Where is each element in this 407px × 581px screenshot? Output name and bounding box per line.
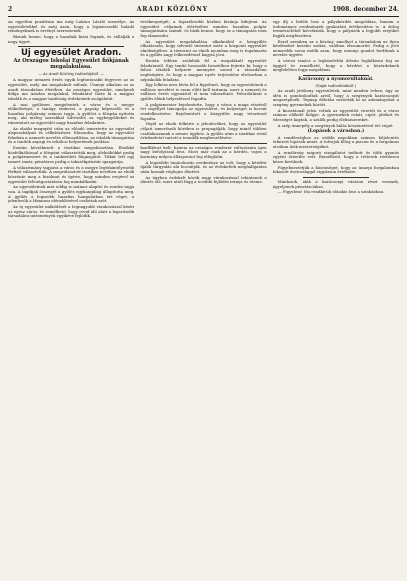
- paragraph: Figyelmeztetjük a közönséget, hogy az ünnepi forgalomban fokozott óvatossággal vigyázzon értékeire.: [272, 164, 399, 175]
- page-number: 2: [8, 6, 13, 13]
- paragraph: Egy lelkész arra hívta fel a figyelmet, hogy az egyesületnek a vallásos nevelést is szem előtt kell tartania, mert a nemzeti és vallásos érzés egymástól el nem választható. Felszólalását a gyűlés élénk helyesléssel fogadta.: [140, 82, 267, 102]
- column-3: [273, 20, 399, 565]
- paragraph: A polgármester bejelentette, hogy a város a maga részéről évi segéllyel támogatja az egyesületet, és helyiséget is bocsát rendelkezésére. Bejelentését a közgyűlés nagy tetszéssel fogadta.: [140, 101, 267, 121]
- paragraph: Az egyetlen pozitívum ma még Lukács László személye. Az egyesületekkel és még azon, hogy a legmesszebb haladó reményeknek is érvényt szerezzenek.: [8, 20, 135, 34]
- paragraph: — Figyelem! Ma rendkívüli előadás lesz a színházban.: [277, 189, 385, 195]
- article-byline: — Az Aradi Közlöny tudósítójától. —: [38, 71, 104, 76]
- paragraph: A legutóbbi tanácskozás eredménye az volt, hogy a kérdést újabb tárgyalás alá bocsátják, és az érdekeltek meghallgatása után hoznak végleges döntést.: [140, 159, 267, 174]
- paragraph: A szép ünnepély a szegények hálás köszönetével ért véget.: [277, 122, 394, 128]
- paragraph: Ezután következett a tisztikar megválasztása. Elnökké közfelkiáltással a főispánt választották meg, alelnökökké pedig a polgármestert és a tankerületi főigazgatót. Titkár lett egy ismert tanár, pénztáros pedig a takarékpénztár igazgatója.: [8, 145, 135, 164]
- paragraph: A mai gyűlésen megjelentek a város és a megye előkelőségei, a tanügy emberei, a papság képviselői és a hazafias polgárság számos tagja. A gyűlést a főispán nyitotta meg, aki meleg szavakkal üdvözölte az egybegyűlteket és rámutatott az egyesület nagy hazafias feladatára.: [8, 101, 135, 125]
- paragraph: A kiosztásnál jelen voltak az egyesület vezetői és a város számos előkelő hölgye. A gyermekek ruhát, cipőt, játékot és édességet kaptak, a szülők pedig élelmiszereket.: [272, 107, 399, 122]
- paragraph: Bízunk benne, hogy a hazafiak bízni fognak, és vállalják a nagy ügyet.: [8, 33, 135, 44]
- paragraph: Az elnöki megnyitó után az előadó ismertette az egyesület alapszabályait és célkitűzéseit. Elmondta, hogy az egyesület feladata a nemzeti nevelés előmozdítása, az iskolák támogatása és a tanítók anyagi és erkölcsi helyzetének javítása.: [8, 125, 135, 145]
- paragraph: egy díj s belőle lesz a pályakérdés megoldása, hanem a tudományos eredmények gyakorlati értékesítése is. A dolog természetéből következik, hogy a pályázók a legjobb erejüket fogják megfeszíteni.: [272, 20, 399, 38]
- newspaper-page: [8, 6, 399, 567]
- section-subtitle: (Saját tudósítónktól.): [315, 82, 357, 88]
- column-2: [140, 20, 266, 565]
- article-headline: Uj egyesület Aradon.: [20, 48, 122, 59]
- paragraph: Mindazok, akik a karácsonyi vásáron részt vesznek, ügyeljenek pénztárcáikra.: [272, 178, 399, 189]
- divider: [303, 177, 369, 178]
- paragraph: Ezután többen szólaltak fel a megalakult egyesület feladatairól. Egy tanító hosszabb beszédben fejtette ki, hogy a falusi iskolák helyzete mennyire szorul a társadalom segítségére, és hogy a magyar nyelv terjesztése elsősorban a népiskolák feladata.: [140, 58, 267, 82]
- paragraph: Végül az elnök felkérte a jelenlevőket, hogy az egyesület céljait ismerőseik körében is propagálják, hogy minél többen csatlakozzanak a nemes ügyhöz. A gyűlés után a tisztikar rövid értekezletet tartott a teendők megbeszélésére.: [140, 121, 267, 141]
- paragraph: A városi tanács a legközelebbi ülésén foglalkozni fog az üggyel és remélhető, hogy a kérdést a közérdeknek megfelelően fogja megoldani.: [272, 58, 399, 73]
- paragraph: konfliktust kelt; hanem az országos rendszer változására igen nagy befolyással lesz. Most már csak az a kérdés, vajon a kormány milyen álláspontot fog elfoglalni.: [140, 144, 267, 159]
- section-title: (Lopások a városban.): [307, 129, 365, 135]
- newspaper-title: ARADI KÖZLÖNY: [136, 6, 209, 13]
- paragraph: Ezzel szemben az a közöny, amellyel a társadalom az ilyen kérdéseket kezelni szokta, valóban elszomorító. Pedig a jövő nemzedék sorsa múlik azon, hogy mennyi gondot fordítunk a nevelés ügyére.: [272, 38, 399, 58]
- issue-date: 1908. december 24.: [332, 6, 399, 13]
- paragraph: Az aradi jótékony egyesületek, mint minden évben, úgy az idén is gondoskodtak arról, hogy a szegények karácsonyát megszépítsék. Tegnap délután osztották ki az adományokat a szegény gyermekek között.: [272, 88, 399, 107]
- divider: [18, 46, 124, 47]
- column-1: [8, 20, 134, 565]
- article-subheadline: Az Országos Iskolai Egyesület fiókjának megalakulása.: [13, 58, 129, 70]
- paragraph: Az egyesület megalakulása alkalmából a közgyűlés elhatározta, hogy üdvözlő táviratot intéz a központi egyesület elnökségéhez. A táviratot az elnök nyomban meg is fogalmazta és a gyűlés nagy lelkesedéssel hagyta jóvá.: [140, 38, 267, 58]
- paragraph: A rendőrséghez az utóbbi napokban számos feljelentés érkezett lopások miatt. A tolvajok főleg a piacon és a forgalmas utcákon űzik mesterségüket.: [272, 134, 399, 149]
- paragraph: Az új egyesület működését a legnagyobb várakozással kíséri az egész város, és remélhető, hogy rövid idő alatt a legerősebb társadalmi intézmények egyikévé fejlődik.: [8, 203, 135, 219]
- columns: [8, 20, 399, 565]
- divider: [140, 143, 266, 144]
- paragraph: A választmány tagjaivá a város és a megye legtekintélyesebb férfiait választották. A megválasztott tisztikar nevében az elnök köszönte meg a bizalmat és ígérte, hogy minden erejével az egyesület felvirágoztatásán fog munkálkodni.: [8, 164, 135, 184]
- paragraph: A magyar nemzeti érzés egyik legfontosabb fegyvere az az egyesület, mely ma megalakult nálunk. Ünnepi alkalom ez az aradi társadalom életében. Az országos egyesület, amelynek fiókja ma Aradon megalakul, feladatául tűzte ki a magyar iskolák és a magyar tanítóság érdekeinek szolgálatát.: [8, 77, 135, 101]
- paragraph: Az ügyben érdekelt körök nagy várakozással tekintenek a döntés elé, mert attól függ a további fejlődés iránya és üteme.: [140, 174, 267, 185]
- paragraph: tevékenységét, a legszélesebb körben kívánja kifejteni. Az egyesület céljainak eléréséhez minden hazafias polgár támogatására számít, és bízik benne, hogy ez a támogatás nem fog elmaradni.: [140, 20, 267, 38]
- divider: [303, 75, 369, 76]
- paragraph: Az egyesületnek már eddig is számos alapító és rendes tagja van. A tagdíjak összegét a gyűlés egyhangúlag állapította meg. A gyűlés a legszebb hazafias hangulatban ért véget, a jelenlevők a Himnusz eléneklésével oszlottak szét.: [8, 184, 135, 204]
- masthead: [8, 6, 399, 17]
- paragraph: A rendőrség szigorú vizsgálatot indított és több gyanús egyént őrizetbe vett. Remélhető, hogy a tettesek rövidesen kézre kerülnek.: [272, 149, 399, 164]
- section-title: Karácsony a nyomorultaknál.: [298, 76, 374, 82]
